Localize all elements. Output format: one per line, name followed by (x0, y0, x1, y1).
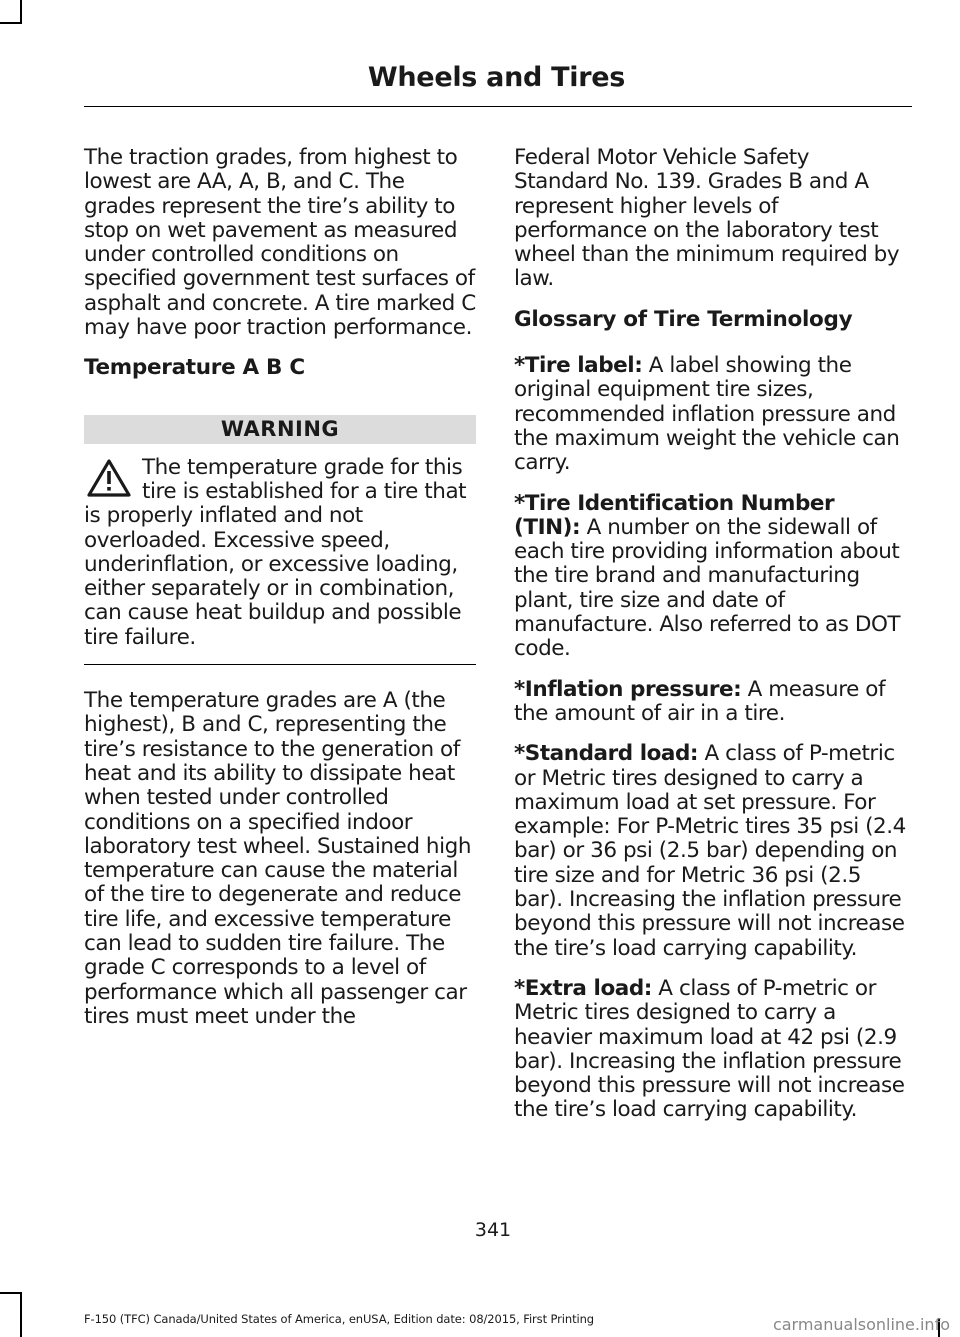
crop-mark (20, 0, 22, 22)
fmvss-paragraph: Federal Motor Vehicle Safety Standard No. 139. Grades B and A represent higher levels of performance on the laboratory test wheel than the minimum required by law. (514, 145, 900, 292)
glossary-entry-inflation-pressure (514, 678, 906, 727)
glossary-heading: Glossary of Tire Terminology (514, 306, 853, 332)
glossary-definition: A class of P-metric or Metric tires designed to carry a maximum load at set pressure. For example: For P-Metric tires 35 psi (2.4 bar) or 36 psi (2.5 bar) depending on tire size and for Metric 36 psi (2.5 bar). Increasing the inflation pressure beyond this pressure will not increase the tire’s load carrying capability. (514, 741, 906, 961)
glossary-term: *Extra load: (514, 975, 652, 1001)
warning-text: The temperature grade for this tire is established for a tire that is properly inflated and not overloaded. Excessive speed, underinflation, or excessive loading, either separately or in combination, can cause heat buildup and possible tire failure. (84, 454, 467, 650)
page-title: Wheels and Tires (367, 62, 625, 93)
glossary-definition: A label showing the original equipment tire sizes, recommended inflation pressure and the maximum weight the vehicle can carry. (514, 353, 900, 476)
glossary-definition: A class of P-metric or Metric tires designed to carry a heavier maximum load at 42 psi (2.9 bar). Increasing the inflation pressure beyond this pressure will not increase the tire’s load carrying capability. (514, 975, 905, 1123)
glossary-definition: A measure of the amount of air in a tire. (514, 676, 886, 726)
glossary-term: *Standard load: (514, 741, 699, 767)
warning-banner: WARNING (84, 415, 476, 444)
edition-footer: F-150 (TFC) Canada/United States of America, enUSA, Edition date: 08/2015, First Printing (84, 1312, 594, 1326)
warning-divider (84, 664, 476, 665)
page-number: 341 (474, 1219, 512, 1241)
glossary-entry-tire-label (514, 354, 906, 475)
glossary-entry-extra-load (514, 977, 906, 1123)
left-column (84, 146, 476, 1045)
temperature-heading: Temperature A B C (84, 355, 305, 381)
right-column (514, 146, 906, 1139)
glossary-term: *Tire Identification Number (TIN): (514, 490, 835, 540)
crop-mark (20, 1292, 22, 1337)
warning-triangle-icon (86, 458, 132, 498)
warning-box (84, 456, 476, 650)
temperature-paragraph: The temperature grades are A (the highest), B and C, representing the tire’s resistance to the generation of heat and its ability to dissipate heat when tested under controlled conditions on a specified indoor laboratory test wheel. Sustained high temperature can cause the material of the tire to degenerate and reduce tire life, and excessive temperature can lead to sudden tire failure. The grade C corresponds to a level of performance which all passenger car tires must meet under the (84, 688, 471, 1029)
crop-mark (0, 22, 22, 24)
watermark: carmanualsonline.info (772, 1315, 950, 1334)
crop-mark (0, 1292, 22, 1294)
glossary-entry-standard-load (514, 742, 906, 961)
glossary-term: *Tire label: (514, 353, 643, 379)
glossary-term: *Inflation pressure: (514, 676, 742, 702)
glossary-entry-tin (514, 492, 906, 662)
header-divider (84, 106, 912, 107)
glossary-definition: A number on the sidewall of each tire providing information about the tire brand and manufacturing plant, tire size and date of manufacture. Also referred to as DOT code. (514, 514, 901, 662)
traction-paragraph: The traction grades, from highest to lowest are AA, A, B, and C. The grades represent the tire’s ability to stop on wet pavement as measured under controlled conditions on specified government test surfaces of asphalt and concrete. A tire marked C may have poor traction performance. (84, 145, 476, 341)
